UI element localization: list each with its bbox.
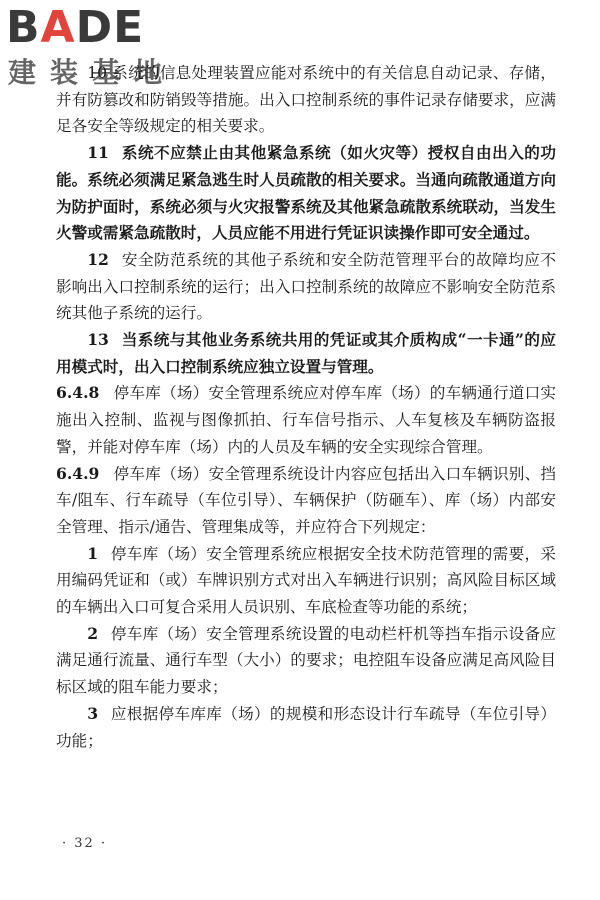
item-3: [56, 701, 556, 754]
item-1: [56, 541, 556, 621]
paragraph-10: [56, 60, 556, 140]
paragraph-text: 安全防范系统的其他子系统和安全防范管理平台的故障均应不影响出入口控制系统的运行；出入口控制系统的故障应不影响安全防范系统其他子系统的运行。: [56, 250, 556, 323]
section-6-4-8: [56, 380, 556, 460]
paragraph-text: 当系统与其他业务系统共用的凭证或其介质构成“一卡通”的应用模式时，出入口控制系统应独立设置与管理。: [56, 330, 556, 376]
paragraph-number: 11: [87, 143, 109, 163]
section-text: 停车库（场）安全管理系统应对停车库（场）的车辆通行道口实施出入控制、监视与图像抓拍、行车信号指示、人车复核及车辆防盗报警，并能对停车库（场）内的人员及车辆的安全实现综合管理。: [56, 384, 556, 456]
logo-letter-a: A: [40, 2, 76, 53]
section-number: 6.4.9: [56, 463, 100, 483]
section-6-4-9: [56, 461, 556, 541]
item-2: [56, 621, 556, 701]
item-text: 停车库（场）安全管理系统设置的电动栏杆机等挡车指示设备应满足通行流量、通行车型（大小）的要求；电控阻车设备应满足高风险目标区域的阻车能力要求；: [56, 624, 556, 697]
item-number: 2: [87, 623, 99, 643]
paragraph-text: 系统不应禁止由其他紧急系统（如火灾等）授权自由出入的功能。系统必须满足紧急逃生时人员疏散的相关要求。当通向疏散通道方向为防护面时，系统必须与火灾报警系统及其他紧急疏散系统联动，当发生火警或需紧急疏散时，人员应能不用进行凭证识读操作即可安全通过。: [56, 143, 556, 243]
item-number: 1: [87, 543, 99, 563]
item-text: 应根据停车库库（场）的规模和形态设计行车疏导（车位引导）功能；: [56, 704, 556, 750]
section-text: 停车库（场）安全管理系统设计内容应包括出入口车辆识别、挡车/阻车、行车疏导（车位引导）、车辆保护（防砸车）、库（场）内部安全管理、指示/通告、管理集成等，并应符合下列规定：: [56, 464, 556, 536]
logo-subtitle: 建装基地: [8, 56, 177, 89]
paragraph-number: 12: [87, 249, 109, 269]
paragraph-12: [56, 247, 556, 327]
paragraph-number: 13: [87, 330, 109, 350]
paragraph-text: 10 系统的信息处理装置应能对系统中的有关信息自动记录、存储，并有防篡改和防销毁等措施。出入口控制系统的事件记录存储要求，应满足各安全等级规定的相关要求。: [56, 64, 556, 136]
page-number: · 32 ·: [62, 836, 108, 851]
paragraph-11: [56, 140, 556, 247]
document-body: [56, 60, 556, 754]
logo-wordmark: [6, 4, 144, 52]
item-number: 3: [87, 703, 99, 723]
section-number: 6.4.8: [56, 383, 100, 403]
paragraph-13: [56, 327, 556, 380]
logo-letters-de: DE: [75, 2, 145, 53]
logo-letter-b: B: [6, 2, 41, 53]
item-text: 停车库（场）安全管理系统应根据安全技术防范管理的需要，采用编码凭证和（或）车牌识别方式对出入车辆进行识别；高风险目标区域的车辆出入口可复合采用人员识别、车底检查等功能的系统；: [56, 544, 556, 617]
